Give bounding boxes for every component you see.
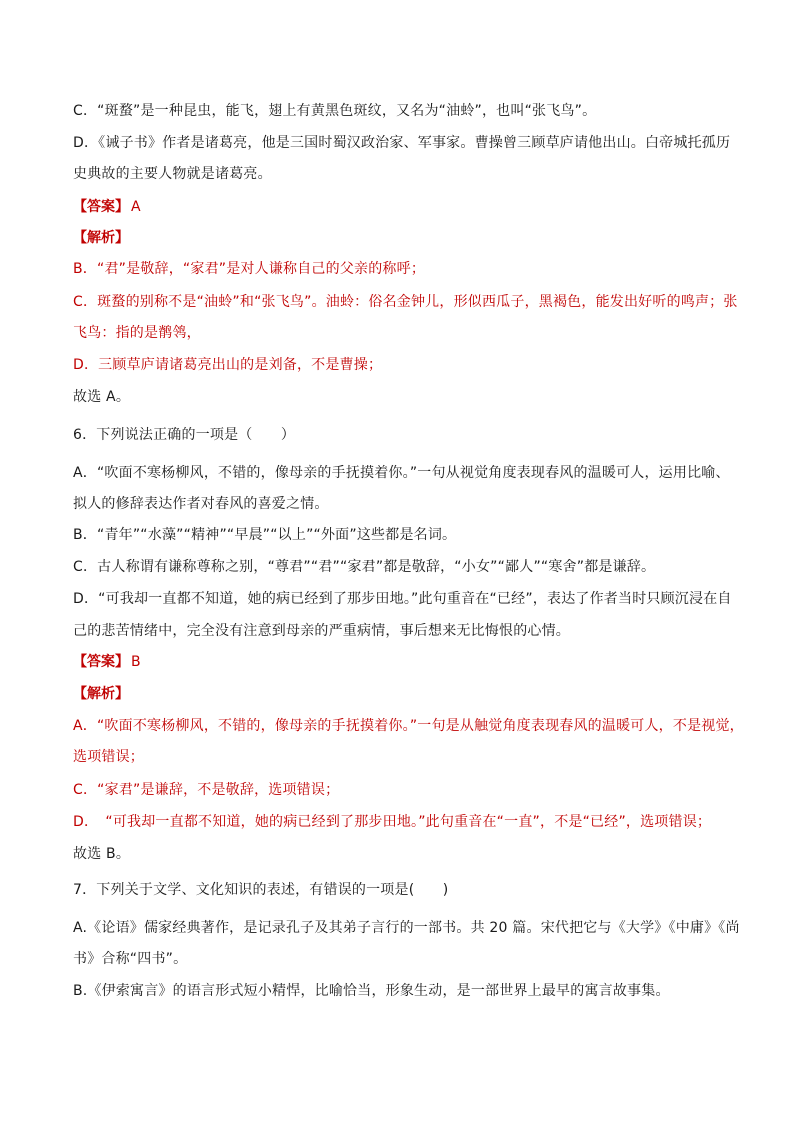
q6-option-c: C．古人称谓有谦称尊称之别，“尊君”“君”“家君”都是敬辞，“小女”“鄙人”“寒舍”都是谦辞。 — [73, 559, 656, 575]
q7-option-a-line1: A.《论语》儒家经典著作，是记录孔子及其弟子言行的一部书。共 20 篇。宋代把它与《大学》《中庸》《尚 — [73, 920, 740, 936]
q5-option-d-line2: 史典故的主要人物就是诸葛亮。 — [73, 166, 272, 182]
q6-analysis-a-line1: A．“吹面不寒杨柳风，不错的，像母亲的手抚摸着你。”一句是从触觉角度表现春风的温暖可人，不是视觉， — [73, 718, 744, 734]
q5-answer — [73, 197, 141, 217]
q6-stem: 6．下列说法正确的一项是（ ） — [73, 427, 296, 443]
q5-conclusion: 故选 A。 — [73, 389, 131, 405]
answer-label: 【答案】 — [73, 199, 129, 215]
q6-option-a-line1: A．“吹面不寒杨柳风，不错的，像母亲的手抚摸着你。”一句从视觉角度表现春风的温暖可人，运用比喻、 — [73, 465, 730, 481]
q6-option-b: B．“青年”“水藻”“精神”“早晨”“以上”“外面”这些都是名词。 — [73, 527, 457, 543]
q6-answer — [73, 652, 141, 672]
q7-option-b: B.《伊索寓言》的语言形式短小精悍，比喻恰当，形象生动，是一部世界上最早的寓言故事集。 — [73, 983, 670, 999]
q6-conclusion: 故选 B。 — [73, 846, 131, 862]
answer-value: B — [131, 654, 141, 670]
q5-analysis-label: 【解析】 — [73, 230, 129, 246]
answer-label: 【答案】 — [73, 654, 129, 670]
q6-analysis-c: C．“家君”是谦辞，不是敬辞，选项错误； — [73, 782, 340, 798]
answer-value: A — [131, 199, 141, 215]
q5-analysis-b: B．“君”是敬辞，“家君”是对人谦称自己的父亲的称呼； — [73, 261, 426, 277]
q6-analysis-label: 【解析】 — [73, 686, 129, 702]
q5-analysis-c-line1: C．斑蝥的别称不是“油蛉”和“张飞鸟”。油蛉：俗名金钟儿，形似西瓜子，黑褐色，能发出好听的鸣声；张 — [73, 294, 738, 310]
q6-analysis-a-line2: 选项错误； — [73, 749, 144, 765]
q5-option-d-line1: D．《诫子书》作者是诸葛亮，他是三国时蜀汉政治家、军事家。曹操曾三顾草庐请他出山。白帝城托孤历 — [73, 135, 731, 151]
q6-option-d-line1: D．“可我却一直都不知道，她的病已经到了那步田地。”此句重音在“已经”，表达了作者当时只顾沉浸在自 — [73, 591, 732, 607]
q5-option-c: C．“斑蝥”是一种昆虫，能飞，翅上有黄黑色斑纹，又名为“油蛉”，也叫“张飞鸟”。 — [73, 103, 597, 119]
q6-analysis-d: D． “可我却一直都不知道，她的病已经到了那步田地。”此句重音在“一直”，不是“已经”，选项错误； — [73, 814, 712, 830]
q5-analysis-c-line2: 飞鸟：指的是鹡鸰， — [73, 325, 201, 341]
q6-option-a-line2: 拟人的修辞表达作者对春风的喜爱之情。 — [73, 496, 329, 512]
q7-stem: 7．下列关于文学、文化知识的表述，有错误的一项是( ) — [73, 882, 449, 898]
q7-option-a-line2: 书》合称“四书”。 — [73, 951, 188, 967]
q5-analysis-d: D．三顾草庐请诸葛亮出山的是刘备，不是曹操； — [73, 357, 383, 373]
q6-option-d-line2: 己的悲苦情绪中，完全没有注意到母亲的严重病情，事后想来无比悔恨的心情。 — [73, 623, 570, 639]
